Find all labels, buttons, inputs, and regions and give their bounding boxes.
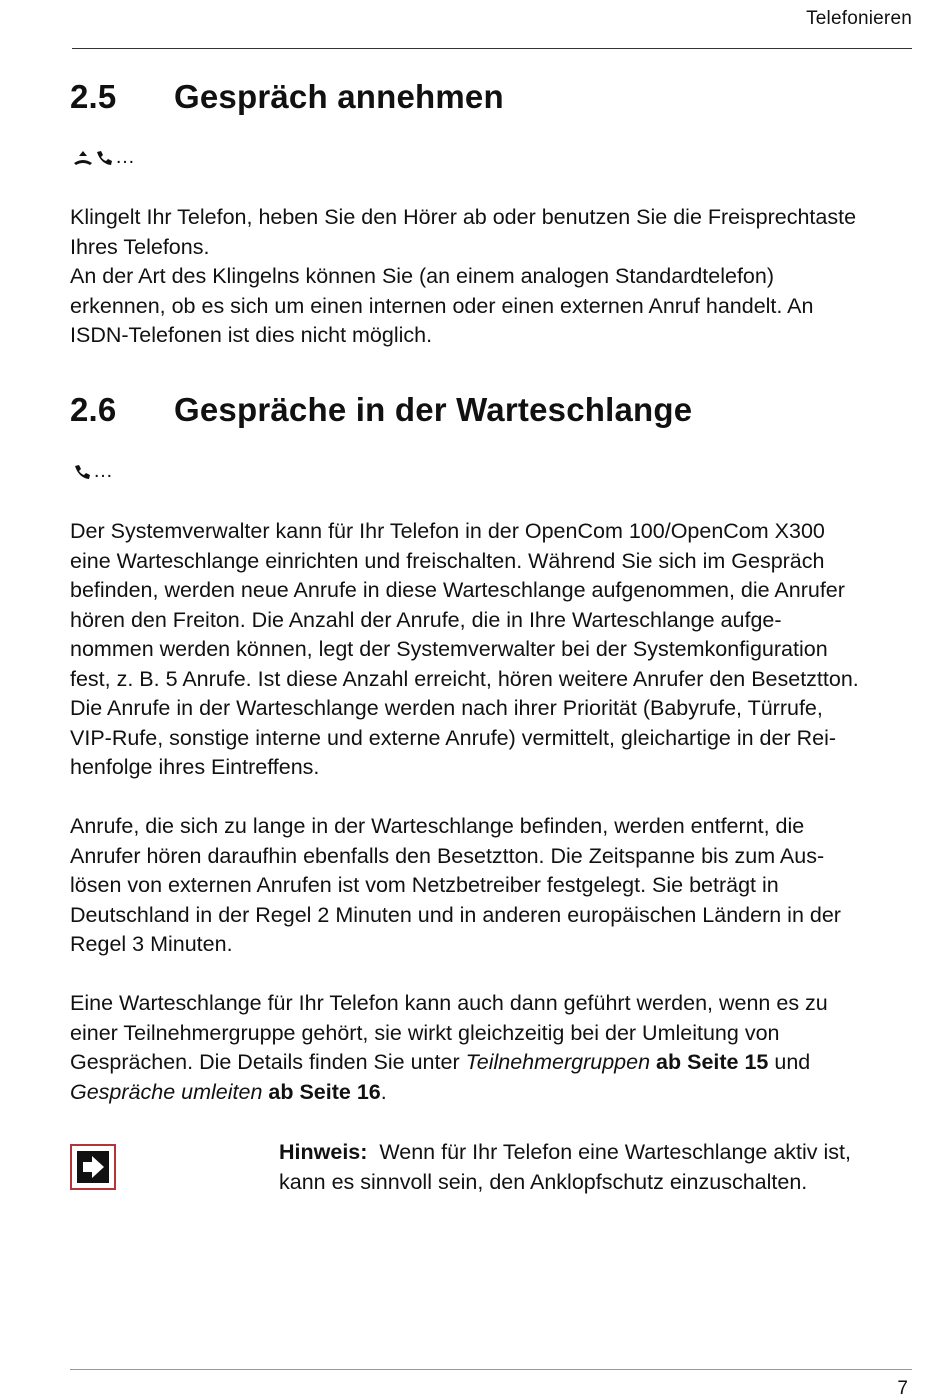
text-line: Die Anrufe in der Warteschlange werden nach ihrer Priorität (Babyrufe, Türrufe, bbox=[70, 696, 823, 720]
footer-divider bbox=[70, 1369, 912, 1370]
icon-row-2-6 bbox=[72, 460, 114, 483]
page-number: 7 bbox=[897, 1378, 908, 1399]
text-line: erkennen, ob es sich um einen internen oder einen externen Anruf handelt. An bbox=[70, 293, 814, 318]
text-line: hören den Freiton. Die Anzahl der Anrufe, die in Ihre Warteschlange aufge- bbox=[70, 607, 782, 632]
paragraph-queue-groups bbox=[70, 989, 915, 1107]
text-line: henfolge ihres Eintreffens. bbox=[70, 755, 320, 779]
text-line: nommen werden können, legt der Systemverwalter bei der Systemkonfiguration bbox=[70, 637, 828, 661]
text-fragment: . bbox=[380, 1079, 387, 1104]
crossref-page-15[interactable]: ab Seite 15 bbox=[656, 1050, 769, 1074]
text-fragment: Gesprächen. Die Details finden Sie unter bbox=[70, 1050, 466, 1074]
text-line: Anrufer hören daraufhin ebenfalls den Besetztton. Die Zeitspanne bis zum Aus- bbox=[70, 843, 825, 868]
text-line: befinden, werden neue Anrufe in diese Warteschlange aufgenommen, die Anrufer bbox=[70, 578, 845, 602]
text-line: VIP-Rufe, sonstige interne und externe Anrufe) vermittelt, gleichartige in der Rei- bbox=[70, 725, 837, 750]
icon-ellipsis: … bbox=[115, 146, 136, 168]
icon-ellipsis: … bbox=[93, 460, 114, 482]
text-line: Ihres Telefons. bbox=[70, 234, 210, 259]
text-line: ISDN-Telefonen ist dies nicht möglich. bbox=[70, 323, 433, 347]
text-line: Anrufe, die sich zu lange in der Warteschlange befinden, werden entfernt, die bbox=[70, 814, 805, 838]
text-line: Der Systemverwalter kann für Ihr Telefon in der OpenCom 100/OpenCom X300 bbox=[70, 519, 825, 543]
text-line: Deutschland in der Regel 2 Minuten und in anderen europäischen Ländern in der bbox=[70, 902, 841, 927]
section-title: Gespräche in der Warteschlange bbox=[174, 391, 693, 428]
section-number: 2.5 bbox=[70, 78, 117, 115]
section-heading-2-5 bbox=[70, 78, 504, 116]
text-line: fest, z. B. 5 Anrufe. Ist diese Anzahl erreicht, hören weitere Anrufer den Besetztton. bbox=[70, 666, 859, 691]
crossref-title-teilnehmergruppen[interactable]: Teilnehmergruppen bbox=[465, 1050, 651, 1074]
section-title: Gespräch annehmen bbox=[174, 78, 504, 115]
handset-lift-icon bbox=[72, 148, 94, 168]
text-line: einer Teilnehmergruppe gehört, sie wirkt gleichzeitig bei der Umleitung von bbox=[70, 1020, 780, 1045]
text-line bbox=[70, 1048, 915, 1078]
running-header: Telefonieren bbox=[806, 8, 912, 29]
section-heading-2-6 bbox=[70, 391, 692, 429]
text-line bbox=[70, 1078, 915, 1108]
text-line: kann es sinnvoll sein, den Anklopfschutz einzuschalten. bbox=[279, 1169, 808, 1194]
arrow-right-note-icon bbox=[70, 1144, 116, 1190]
text-line: Klingelt Ihr Telefon, heben Sie den Hörer ab oder benutzen Sie die Freisprechtaste bbox=[70, 205, 857, 229]
handset-ringing-icon bbox=[72, 462, 92, 482]
crossref-page-16[interactable]: ab Seite 16 bbox=[268, 1079, 381, 1104]
paragraph-queue-intro bbox=[70, 517, 915, 783]
crossref-title-gespraeche-umleiten[interactable]: Gespräche umleiten bbox=[70, 1079, 263, 1104]
paragraph-queue-timeout bbox=[70, 812, 915, 960]
text-fragment: Wenn für Ihr Telefon eine Warteschlange aktiv ist, bbox=[379, 1140, 852, 1164]
text-line bbox=[279, 1138, 919, 1168]
text-fragment: und bbox=[768, 1050, 811, 1074]
section-number: 2.6 bbox=[70, 391, 117, 428]
text-line: An der Art des Klingelns können Sie (an einem analogen Standardtelefon) bbox=[70, 264, 774, 288]
text-line: eine Warteschlange einrichten und freischalten. Während Sie sich im Gespräch bbox=[70, 548, 825, 573]
icon-row-2-5 bbox=[72, 146, 136, 169]
handset-ringing-icon bbox=[94, 148, 114, 168]
note-label: Hinweis: bbox=[279, 1140, 368, 1164]
text-line: lösen von externen Anrufen ist vom Netzbetreiber festgelegt. Sie beträgt in bbox=[70, 873, 779, 897]
header-divider bbox=[72, 48, 912, 49]
text-line: Eine Warteschlange für Ihr Telefon kann auch dann geführt werden, wenn es zu bbox=[70, 991, 828, 1015]
text-line: Regel 3 Minuten. bbox=[70, 932, 233, 956]
note-text bbox=[279, 1138, 919, 1197]
paragraph-2-5 bbox=[70, 203, 915, 351]
